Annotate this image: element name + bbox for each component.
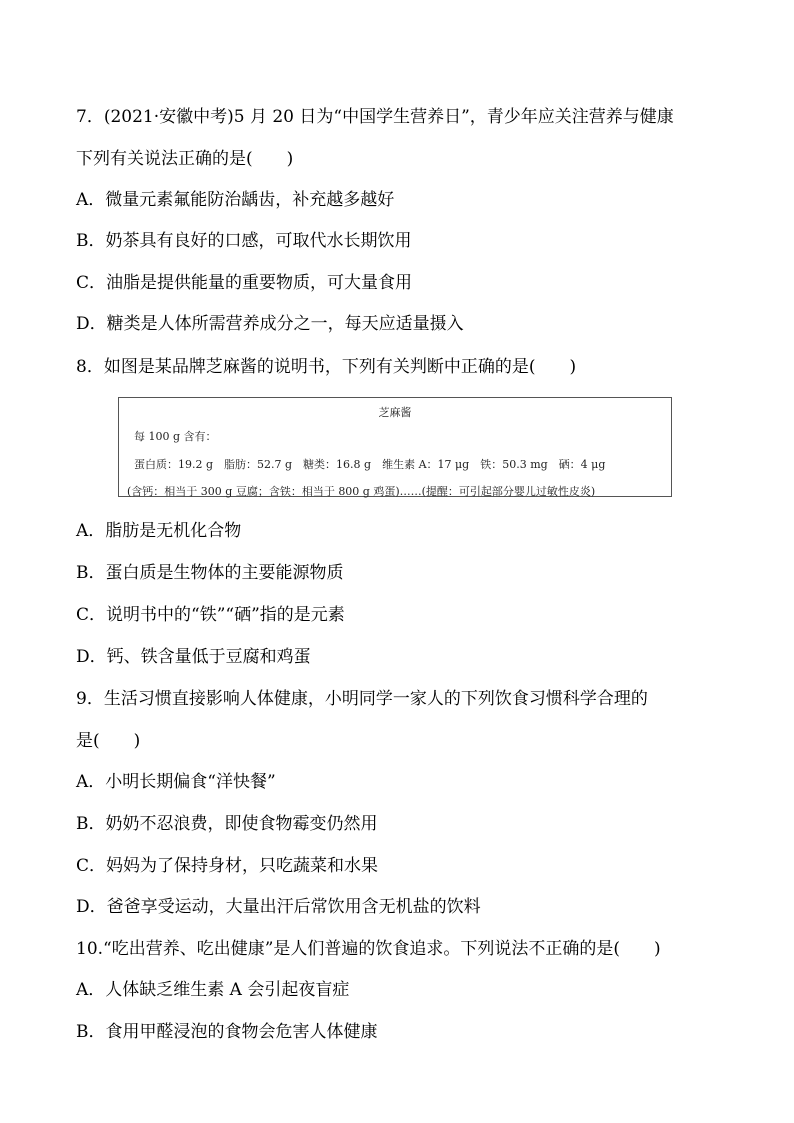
- question-10-stem: 10.“吃出营养、吃出健康”是人们普遍的饮食追求。下列说法不正确的是( ): [76, 939, 661, 959]
- question-8-option-b: B．蛋白质是生物体的主要能源物质: [76, 563, 344, 583]
- question-7-option-a: A．微量元素氟能防治龋齿，补充越多越好: [76, 190, 395, 210]
- question-8-stem: 8．如图是某品牌芝麻酱的说明书，下列有关判断中正确的是( ): [76, 357, 577, 377]
- label-box-nutrients: 蛋白质：19.2 g 脂肪：52.7 g 糖类：16.8 g 维生素 A：17 μg 铁：50.3 mg 硒：4 μg: [134, 458, 606, 471]
- question-9-stem-continued: 是( ): [76, 731, 141, 751]
- question-9-option-a: A．小明长期偏食“洋快餐”: [76, 772, 276, 792]
- question-7-option-c: C．油脂是提供能量的重要物质，可大量食用: [76, 273, 413, 293]
- question-9-option-b: B．奶奶不忍浪费，即使食物霉变仍然用: [76, 814, 378, 834]
- sesame-paste-label-box: [118, 397, 672, 497]
- question-8-option-c: C．说明书中的“铁”“硒”指的是元素: [76, 605, 345, 625]
- question-9-stem: 9．生活习惯直接影响人体健康，小明同学一家人的下列饮食习惯科学合理的: [76, 689, 648, 709]
- question-7-stem-continued: 下列有关说法正确的是( ): [76, 149, 294, 169]
- label-box-title: 芝麻酱: [378, 406, 412, 419]
- label-box-per-100g: 每 100 g 含有：: [134, 430, 217, 443]
- question-8-option-a: A．脂肪是无机化合物: [76, 521, 242, 541]
- question-10-option-b: B．食用甲醛浸泡的食物会危害人体健康: [76, 1022, 378, 1042]
- question-9-option-d: D．爸爸享受运动，大量出汗后常饮用含无机盐的饮料: [76, 897, 481, 917]
- question-7-stem: 7．(2021·安徽中考)5 月 20 日为“中国学生营养日”，青少年应关注营养与健康: [76, 107, 674, 127]
- label-box-note: (含钙：相当于 300 g 豆腐；含铁：相当于 800 g 鸡蛋)……(提醒：可引起部分婴儿过敏性皮炎): [127, 485, 596, 498]
- question-10-option-a: A．人体缺乏维生素 A 会引起夜盲症: [76, 980, 350, 1000]
- question-7-option-d: D．糖类是人体所需营养成分之一，每天应适量摄入: [76, 314, 464, 334]
- question-8-option-d: D．钙、铁含量低于豆腐和鸡蛋: [76, 647, 311, 667]
- question-9-option-c: C．妈妈为了保持身材，只吃蔬菜和水果: [76, 856, 379, 876]
- question-7-option-b: B．奶茶具有良好的口感，可取代水长期饮用: [76, 231, 412, 251]
